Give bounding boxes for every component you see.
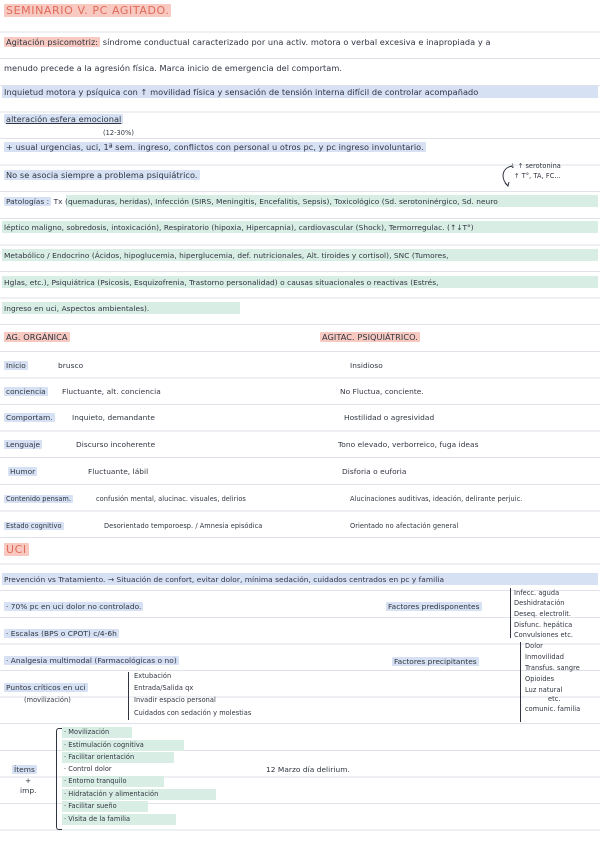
analgesia-line: · Analgesia multimodal (Farmacológicas o no) bbox=[6, 656, 177, 665]
predisposing-item: Deshidratación bbox=[514, 599, 565, 607]
comparison-row-psychiatric: Disforia o euforia bbox=[342, 467, 407, 476]
pathologies-line-5: Ingreso en uci, Aspectos ambientales). bbox=[4, 304, 150, 313]
pathologies-line-3: Metabólico / Endocrino (Ácidos, hipoglucemia, hiperglucemia, def. nutricionales, Alt. tiroides y cortisol), SNC (Tumores, bbox=[4, 251, 449, 260]
critical-points-sub: (movilización) bbox=[24, 696, 71, 704]
precipitating-bracket bbox=[520, 642, 521, 722]
predisposing-item: Disfunc. hepática bbox=[514, 621, 573, 629]
items-imp: imp. bbox=[20, 786, 37, 795]
items-list-entry: · Estimulación cognitiva bbox=[64, 741, 144, 749]
page-title: SEMINARIO V. PC AGITADO. bbox=[6, 4, 170, 17]
scales-line: · Escalas (BPS o CPOT) c/4-6h bbox=[6, 629, 117, 638]
critical-item: Extubación bbox=[134, 672, 172, 680]
items-list-entry: · Movilización bbox=[64, 728, 110, 736]
items-list-entry: · Visita de la familia bbox=[64, 815, 131, 823]
comparison-row-organic: confusión mental, alucinac. visuales, delirios bbox=[96, 495, 246, 503]
definition-line-1: Agitación psicomotriz: síndrome conductual caracterizado por una activ. motora o verbal excesiva e inapropiada y a bbox=[6, 37, 491, 47]
comparison-row-psychiatric: Orientado no afectación general bbox=[350, 522, 459, 530]
critical-item: Invadir espacio personal bbox=[134, 696, 216, 704]
comparison-row-psychiatric: Alucinaciones auditivas, ideación, delirante perjuic. bbox=[350, 495, 523, 503]
items-list-entry: · Facilitar sueño bbox=[64, 802, 117, 810]
critical-item: Cuidados con sedación y molestias bbox=[134, 709, 252, 717]
comparison-row-label: Comportam. bbox=[6, 413, 53, 422]
intro-line-6: No se asocia siempre a problema psiquiátrico. bbox=[6, 170, 198, 180]
pathologies-line-1: Patologías : Tx (quemaduras, heridas), Infección (SIRS, Meningitis, Encefalitis, Sepsis), Toxicológico (Sd. serotoninérgico, Sd. neuro bbox=[6, 197, 498, 206]
comparison-row-organic: Fluctuante, alt. conciencia bbox=[62, 387, 161, 396]
critical-points-label: Puntos críticos en uci bbox=[6, 683, 86, 692]
comparison-row-organic: Desorientado temporoesp. / Amnesia episódica bbox=[104, 522, 263, 530]
intro-line-4: alteración esfera emocional bbox=[6, 114, 122, 124]
pathologies-line-4: Hglas, etc.), Psiquiátrica (Psicosis, Esquizofrenia, Trastorno personalidad) o causas situacionales o reactivas (Estrés, bbox=[4, 278, 439, 287]
comparison-row-label: Contenido pensam. bbox=[6, 495, 72, 503]
definition-line-2: menudo precede a la agresión física. Marca inicio de emergencia del comportam. bbox=[4, 63, 343, 73]
comparison-row-psychiatric: Hostilidad o agresividad bbox=[344, 413, 435, 422]
items-list-entry: · Hidratación y alimentación bbox=[64, 790, 159, 798]
percentage-note: (12-30%) bbox=[103, 129, 134, 137]
comparison-row-psychiatric: Insidioso bbox=[350, 361, 383, 370]
precipitating-item: Luz natural bbox=[525, 686, 563, 694]
curved-arrow-icon bbox=[500, 164, 514, 188]
comparison-row-label: Lenguaje bbox=[6, 440, 41, 449]
critical-item: Entrada/Salida qx bbox=[134, 684, 194, 692]
predisposing-item: Convulsiones etc. bbox=[514, 631, 574, 639]
precipitating-item: etc. bbox=[548, 695, 561, 703]
comparison-row-psychiatric: No Fluctua, conciente. bbox=[340, 387, 424, 396]
precipitating-factors-label: Factores precipitantes bbox=[394, 657, 477, 666]
pathologies-line-2: léptico maligno, sobredosis, intoxicación), Respiratorio (hipoxia, Hipercapnia), cardiovascular (Shock), Termorregulac. (↑↓T°) bbox=[4, 223, 474, 232]
precipitating-item: comunic. familia bbox=[525, 705, 581, 713]
pain-percentage-line: · 70% pc en uci dolor no controlado. bbox=[6, 602, 142, 611]
intro-line-3: Inquietud motora y psíquica con ↑ movilidad física y sensación de tensión interna difícil de controlar acompañado bbox=[4, 87, 479, 97]
comparison-row-organic: brusco bbox=[58, 361, 84, 370]
comparison-row-label: Humor bbox=[10, 467, 36, 476]
comparison-row-label: Estado cognitivo bbox=[6, 522, 62, 530]
comparison-row-psychiatric: Tono elevado, verborreico, fuga ideas bbox=[338, 440, 479, 449]
delirium-day-note: 12 Marzo día delirium. bbox=[266, 765, 350, 774]
items-list-entry: · Facilitar orientación bbox=[64, 753, 135, 761]
precipitating-item: Opioides bbox=[525, 675, 555, 683]
critical-points-bracket bbox=[128, 672, 129, 720]
pathologies-term: Patologías : bbox=[6, 197, 50, 206]
predisposing-bracket bbox=[510, 588, 511, 638]
precipitating-item: Transfus. sangre bbox=[525, 664, 580, 672]
items-plus: + bbox=[25, 776, 32, 785]
psychiatric-column-title: AGITAC. PSIQUIÁTRICO. bbox=[322, 332, 418, 342]
precipitating-item: Dolor bbox=[525, 642, 543, 650]
prevention-line: Prevención vs Tratamiento. → Situación de confort, evitar dolor, mínima sedación, cuidados centrados en pc y familia bbox=[4, 575, 445, 584]
comparison-row-label: Inicio bbox=[6, 361, 26, 370]
comparison-row-label: conciencia bbox=[6, 387, 46, 396]
items-list-entry: · Control dolor bbox=[64, 765, 112, 773]
comparison-row-organic: Inquieto, demandante bbox=[72, 413, 155, 422]
comparison-row-organic: Discurso incoherente bbox=[76, 440, 156, 449]
items-list-entry: · Entorno tranquilo bbox=[64, 777, 127, 785]
predisposing-item: Infecc. aguda bbox=[514, 589, 560, 597]
definition-term: Agitación psicomotriz: bbox=[6, 37, 99, 47]
comparison-row-organic: Fluctuante, lábil bbox=[88, 467, 149, 476]
precipitating-item: Inmovilidad bbox=[525, 653, 564, 661]
predisposing-item: Deseq. electrolit. bbox=[514, 610, 572, 618]
side-note-vitals: ↑ T°, TA, FC... bbox=[514, 172, 561, 180]
predisposing-factors-label: Factores predisponentes bbox=[388, 602, 480, 611]
side-note-serotonin: ↓ ↑ serotonina bbox=[510, 162, 561, 170]
organic-column-title: AG. ORGÁNICA bbox=[6, 332, 68, 342]
intro-line-5: + usual urgencias, uci, 1ª sem. ingreso, conflictos con personal u otros pc, y pc ingreso involuntario. bbox=[6, 142, 424, 152]
uci-section-title: UCI bbox=[6, 543, 27, 556]
items-label: Ítems bbox=[14, 765, 35, 774]
